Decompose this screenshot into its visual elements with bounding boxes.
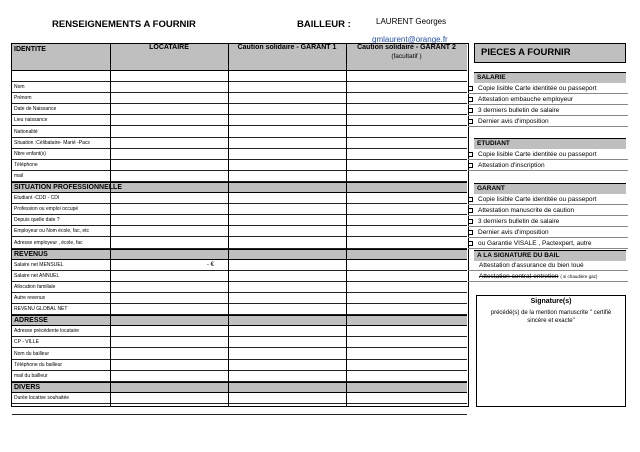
row-label: Situation :Célibataire- Marié -Pacs bbox=[14, 139, 90, 146]
signature-box[interactable] bbox=[476, 295, 626, 407]
row-label: Profession ou emploi occupé bbox=[14, 206, 79, 213]
form-row[interactable] bbox=[12, 360, 467, 371]
row-label: mail du bailleur bbox=[14, 372, 48, 379]
row-label: Nbre enfant(s) bbox=[14, 150, 46, 157]
row-label: Nationalité bbox=[14, 128, 38, 135]
row-label: Nom bbox=[14, 84, 25, 91]
signature-desc: précédé(s) de la mention manuscrite " certifié sincère et exacte" bbox=[490, 310, 612, 324]
form-row[interactable] bbox=[12, 82, 467, 93]
form-row[interactable] bbox=[12, 393, 467, 404]
form-row[interactable] bbox=[12, 138, 467, 149]
row-label: CP - VILLE bbox=[14, 339, 39, 346]
checkbox[interactable] bbox=[468, 108, 473, 113]
checklist-label: Attestation embauche employeur bbox=[478, 96, 574, 103]
form-row[interactable] bbox=[12, 260, 467, 271]
section-situation: SITUATION PROFESSIONNELLE bbox=[12, 182, 467, 193]
checklist-item[interactable] bbox=[468, 228, 628, 238]
checklist-item[interactable] bbox=[468, 217, 628, 227]
row-label: Depuis quelle date ? bbox=[14, 217, 60, 224]
renseignements-form bbox=[11, 43, 469, 407]
row-label: Prénom bbox=[14, 95, 32, 102]
row-label: Téléphone du bailleur bbox=[14, 361, 63, 368]
form-row[interactable] bbox=[12, 337, 467, 348]
form-row[interactable] bbox=[12, 204, 467, 215]
column-divider bbox=[228, 44, 229, 406]
form-row[interactable] bbox=[12, 326, 467, 337]
form-row[interactable] bbox=[12, 271, 467, 282]
row-label: Téléphone bbox=[14, 161, 38, 168]
row-label: Autre revenus bbox=[14, 295, 46, 301]
form-row[interactable] bbox=[12, 171, 467, 182]
form-row-blank[interactable] bbox=[12, 71, 467, 82]
section-adresse: ADRESSE bbox=[12, 315, 467, 326]
section-signature-bail: A LA SIGNATURE DU BAIL bbox=[474, 250, 626, 261]
checklist-item[interactable] bbox=[468, 84, 628, 94]
form-row[interactable] bbox=[12, 293, 467, 304]
form-row[interactable] bbox=[12, 115, 467, 126]
checklist-label: ou Garantie VISALE , Pactexpert, autre bbox=[478, 240, 592, 247]
checkbox[interactable] bbox=[468, 219, 473, 224]
checklist-item[interactable] bbox=[468, 161, 628, 171]
row-label: Employeur ou Nom école, fac, etc bbox=[14, 228, 90, 235]
section-revenus: REVENUS bbox=[12, 249, 467, 260]
checkbox[interactable] bbox=[468, 197, 473, 202]
bailleur-email-link[interactable]: gmlaurent@orange.fr bbox=[372, 35, 448, 44]
column-header-garant-2: Caution solidaire - GARANT 2 (facultatif ) bbox=[346, 44, 467, 71]
checklist-label: Attestation manuscrite de caution bbox=[478, 207, 575, 214]
checklist-item[interactable] bbox=[468, 195, 628, 205]
signature-title: Signature(s) bbox=[530, 298, 572, 305]
column-header-locataire: LOCATAIRE bbox=[110, 44, 228, 71]
form-row[interactable] bbox=[12, 282, 467, 293]
form-row[interactable] bbox=[12, 93, 467, 104]
form-row[interactable] bbox=[12, 127, 467, 138]
checklist-label: 3 derniers bulletin de salaire bbox=[478, 218, 560, 225]
checklist-item[interactable] bbox=[468, 95, 628, 105]
pieces-title: PIECES A FOURNIR bbox=[474, 43, 626, 63]
column-header-garant-1: Caution solidaire - GARANT 1 bbox=[228, 44, 346, 71]
checkbox[interactable] bbox=[468, 241, 473, 246]
form-title: RENSEIGNEMENTS A FOURNIR bbox=[52, 19, 196, 30]
form-row[interactable] bbox=[12, 304, 467, 315]
row-label: REVENU GLOBAL NET bbox=[14, 306, 68, 313]
checkbox[interactable] bbox=[468, 97, 473, 102]
form-row[interactable] bbox=[12, 371, 467, 382]
checklist-label: Copie lisible Carte identitée ou passeport bbox=[478, 85, 597, 92]
row-label: mail bbox=[14, 172, 24, 179]
checklist-item[interactable] bbox=[468, 117, 628, 127]
form-row[interactable] bbox=[12, 349, 467, 360]
checkbox[interactable] bbox=[468, 230, 473, 235]
checklist-item[interactable] bbox=[468, 206, 628, 216]
form-row[interactable] bbox=[12, 226, 467, 237]
form-row[interactable] bbox=[12, 104, 467, 115]
salary-amount: - € bbox=[207, 261, 215, 268]
form-row[interactable] bbox=[12, 238, 467, 249]
bailleur-label: BAILLEUR : bbox=[297, 19, 351, 30]
row-label: Salaire net MENSUEL bbox=[14, 261, 64, 268]
row-label: Allocation familiale bbox=[14, 283, 56, 290]
checklist-label: Attestation d'inscription bbox=[478, 162, 545, 169]
checkbox[interactable] bbox=[468, 86, 473, 91]
row-label: Lieu naissance bbox=[14, 117, 48, 124]
section-salarie: SALARIE bbox=[474, 72, 626, 83]
form-row[interactable] bbox=[12, 160, 467, 171]
checklist-label: 3 derniers bulletin de salaire bbox=[478, 107, 560, 114]
section-etudiant: ETUDIANT bbox=[474, 138, 626, 149]
checklist-label: Copie lisible Carte identitée ou passeport bbox=[478, 196, 597, 203]
row-label: Adresse précédente locataire bbox=[14, 328, 80, 335]
checklist-label: Dernier avis d'imposition bbox=[478, 118, 549, 125]
column-header-identite: IDENTITE bbox=[12, 44, 110, 71]
checklist-item[interactable] bbox=[468, 150, 628, 160]
section-garant: GARANT bbox=[474, 183, 626, 194]
checklist-item[interactable] bbox=[468, 106, 628, 116]
form-row[interactable] bbox=[12, 193, 467, 204]
form-row-blank[interactable] bbox=[12, 404, 467, 415]
checklist-item[interactable] bbox=[468, 239, 628, 249]
bail-item-entretien: Attestation contrat entretien ( si chaudière gaz) bbox=[468, 272, 628, 282]
row-label: Adresse employeur , école, fac bbox=[14, 239, 83, 246]
row-label: Durée locative souhaitée bbox=[14, 394, 70, 401]
checklist-label: Copie lisible Carte identitée ou passeport bbox=[478, 151, 597, 158]
checkbox[interactable] bbox=[468, 152, 473, 157]
checklist-label: Dernier avis d'imposition bbox=[478, 229, 549, 236]
checkbox[interactable] bbox=[468, 119, 473, 124]
checkbox[interactable] bbox=[468, 163, 473, 168]
form-row[interactable] bbox=[12, 149, 467, 160]
row-label: Nom du bailleur bbox=[14, 350, 50, 357]
form-row[interactable] bbox=[12, 215, 467, 226]
checkbox[interactable] bbox=[468, 208, 473, 213]
section-divers: DIVERS bbox=[12, 382, 467, 393]
row-label: Salaire net ANNUEL bbox=[14, 272, 60, 279]
row-label: Date de Naissance bbox=[14, 106, 57, 113]
row-label: Etudiant -CDD - CDI bbox=[14, 195, 60, 202]
column-divider bbox=[110, 44, 111, 406]
bail-item-assurance: Attestation d'assurance du bien loué bbox=[468, 261, 628, 271]
column-divider bbox=[346, 44, 347, 406]
bailleur-name: LAURENT Georges bbox=[376, 17, 447, 26]
